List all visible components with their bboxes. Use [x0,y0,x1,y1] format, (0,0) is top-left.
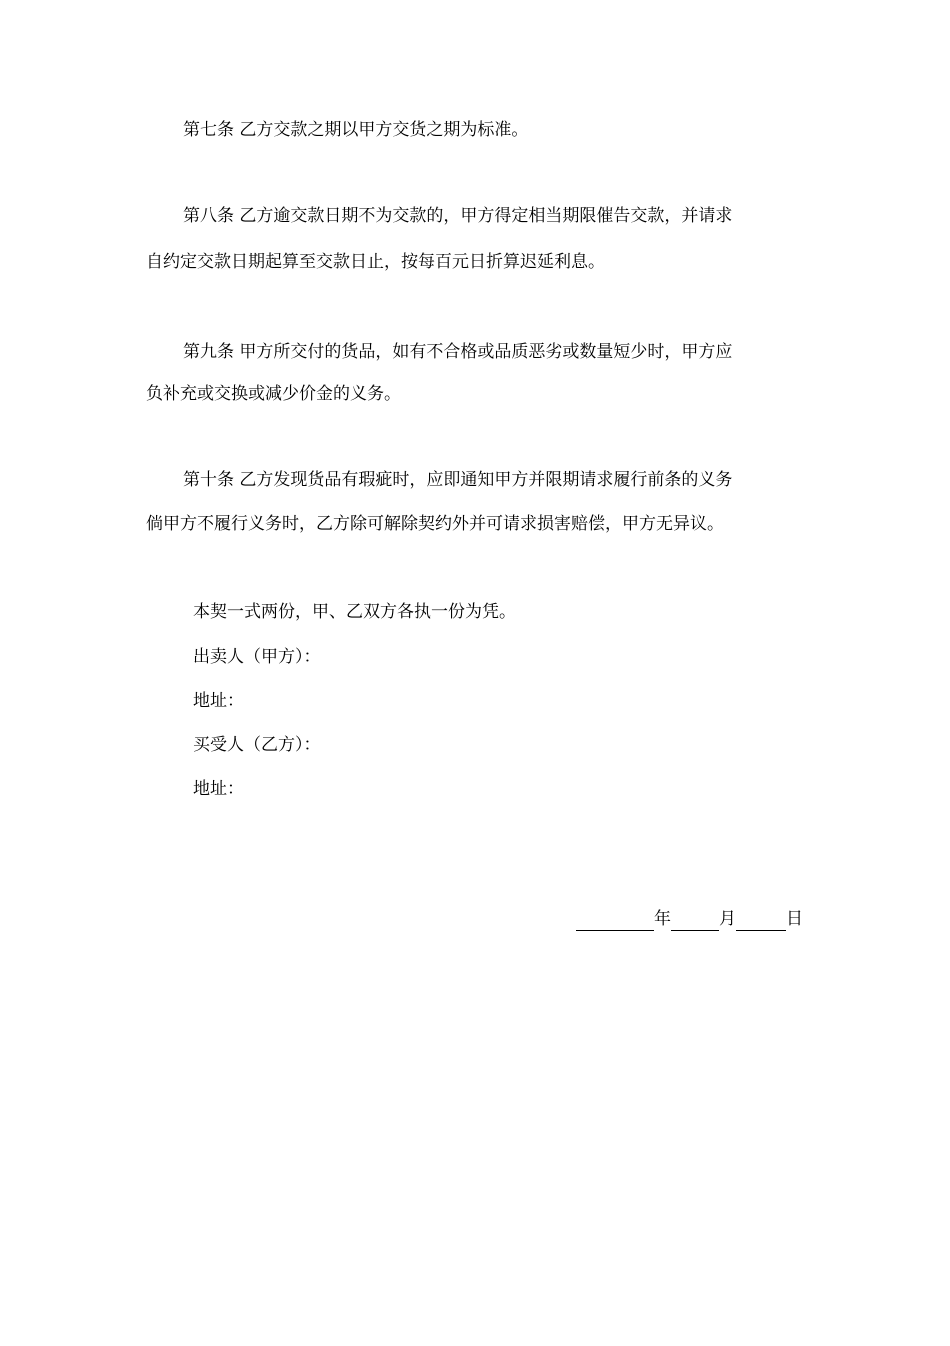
article-8-line-1: 第八条 乙方逾交款日期不为交款的，甲方得定相当期限催告交款，并请求 [183,206,733,226]
article-8-line-2: 自约定交款日期起算至交款日止，按每百元日折算迟延利息。 [146,252,605,272]
year-blank [576,912,654,931]
copies-statement: 本契一式两份，甲、乙双方各执一份为凭。 [193,602,516,622]
article-10-line-1: 第十条 乙方发现货品有瑕疵时，应即通知甲方并限期请求履行前条的义务 [183,470,733,490]
buyer-label: 买受人（乙方）： [193,735,321,755]
article-10-line-2: 倘甲方不履行义务时，乙方除可解除契约外并可请求损害赔偿，甲方无异议。 [146,514,724,534]
year-label: 年 [654,909,671,929]
signature-date [576,907,803,931]
month-label: 月 [719,909,736,929]
article-9-line-2: 负补充或交换或减少价金的义务。 [146,384,401,404]
seller-label: 出卖人（甲方）： [193,647,321,667]
article-7-line-1: 第七条 乙方交款之期以甲方交货之期为标准。 [183,120,529,140]
article-9-line-1: 第九条 甲方所交付的货品，如有不合格或品质恶劣或数量短少时，甲方应 [183,342,733,362]
day-blank [736,912,786,931]
month-blank [671,912,719,931]
seller-address-label: 地址： [193,691,244,711]
day-label: 日 [786,909,803,929]
buyer-address-label: 地址： [193,779,244,799]
